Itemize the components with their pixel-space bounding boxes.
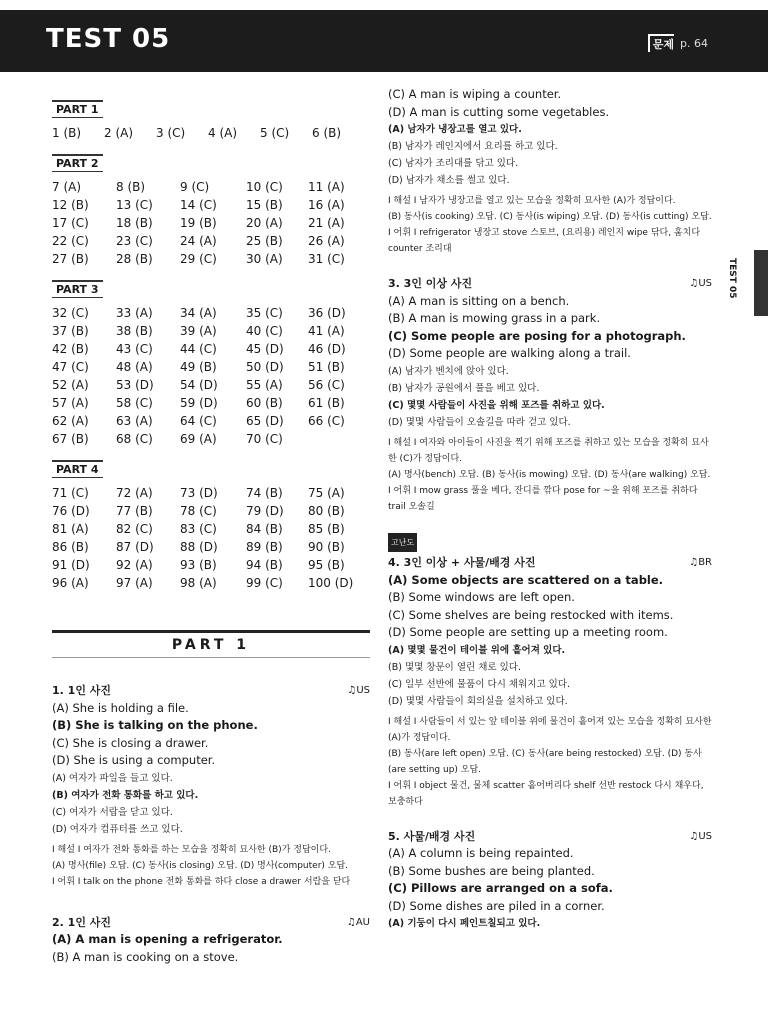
answer-item: 42 (B): [52, 342, 89, 356]
translation: (B) 남자가 공원에서 풀을 베고 있다.: [388, 382, 540, 394]
answer-item: 11 (A): [308, 180, 345, 194]
answer-item: 16 (A): [308, 198, 345, 212]
answer-item: 49 (B): [180, 360, 217, 374]
translation: (A) 여자가 파일을 들고 있다.: [52, 772, 173, 784]
answer-item: 5 (C): [260, 126, 290, 140]
answer-item: 13 (C): [116, 198, 153, 212]
question-5: [388, 828, 712, 933]
accent-label: ♫AU: [346, 916, 370, 928]
answer-item: 32 (C): [52, 306, 89, 320]
option: (D) Some people are setting up a meeting room.: [388, 625, 668, 639]
answer-item: 93 (B): [180, 558, 217, 572]
answer-item: 20 (A): [246, 216, 283, 230]
answer-item: 89 (B): [246, 540, 283, 554]
explanation: I 해설 I 사람들이 서 있는 앞 테이블 위에 물건이 흩어져 있는 모습을 정확히 묘사한 (A)가 정답이다.: [388, 716, 712, 743]
answer-item: 68 (C): [116, 432, 153, 446]
left-column: [52, 92, 370, 966]
question-2: [52, 914, 370, 967]
side-tab-label: TEST 05: [727, 258, 737, 299]
translation-correct: (A) 남자가 냉장고를 열고 있다.: [388, 124, 522, 135]
answer-item: 6 (B): [312, 126, 342, 140]
answer-item: 31 (C): [308, 252, 345, 266]
answer-item: 21 (A): [308, 216, 345, 230]
answer-item: 50 (D): [246, 360, 284, 374]
option: (D) A man is cutting some vegetables.: [388, 104, 610, 119]
answer-item: 37 (B): [52, 324, 89, 338]
part3-answer-grid: [52, 306, 370, 446]
answer-item: 29 (C): [180, 252, 217, 266]
answer-item: 12 (B): [52, 198, 89, 212]
answer-item: 41 (A): [308, 324, 345, 338]
explanation: I 해설 I 남자가 냉장고를 열고 있는 모습을 정확히 묘사한 (A)가 정답이다.: [388, 196, 676, 206]
part1-answer-grid: [52, 126, 370, 140]
translation: (D) 몇몇 사람들이 회의실을 설치하고 있다.: [388, 695, 568, 707]
answer-item: 46 (D): [308, 342, 346, 356]
option: (A) A man is sitting on a bench.: [388, 293, 570, 308]
answer-item: 9 (C): [180, 180, 210, 194]
answer-item: 36 (D): [308, 306, 346, 320]
answer-item: 8 (B): [116, 180, 146, 194]
answer-item: 39 (A): [180, 324, 217, 338]
translation: (C) 남자가 조리대를 닦고 있다.: [388, 158, 519, 169]
answer-item: 53 (D): [116, 378, 154, 392]
answer-item: 97 (A): [116, 576, 153, 590]
answer-item: 79 (D): [246, 504, 284, 518]
page-header: [0, 10, 768, 72]
answer-item: 100 (D): [308, 576, 354, 590]
answer-item: 56 (C): [308, 378, 345, 392]
answer-item: 22 (C): [52, 234, 89, 248]
option: (A) She is holding a file.: [52, 700, 189, 715]
vocabulary: I 어휘 I refrigerator 냉장고 stove 스토브, (요리용) 레인지 wipe 닦다, 훔치다 counter 조리대: [388, 228, 701, 254]
answer-item: 27 (B): [52, 252, 89, 266]
answer-item: 18 (B): [116, 216, 153, 230]
explanation: I 해설 I 여자가 전화 통화를 하는 모습을 정확히 묘사한 (B)가 정답이다.: [52, 844, 331, 855]
answer-item: 85 (B): [308, 522, 345, 536]
option-correct: (A) Some objects are scattered on a table.: [388, 572, 664, 587]
answer-item: 57 (A): [52, 396, 89, 410]
ref-page: p. 64: [680, 36, 708, 50]
part1-heading: PART 1: [52, 100, 103, 118]
answer-item: 88 (D): [180, 540, 218, 554]
answer-item: 72 (A): [116, 486, 153, 500]
answer-item: 19 (B): [180, 216, 217, 230]
answer-item: 76 (D): [52, 504, 90, 518]
part4-heading: PART 4: [52, 460, 103, 478]
translation-correct: (B) 여자가 전화 통화를 하고 있다.: [52, 789, 199, 801]
answer-item: 24 (A): [180, 234, 217, 248]
answer-item: 77 (B): [116, 504, 153, 518]
answer-item: 73 (D): [180, 486, 218, 500]
answer-item: 70 (C): [246, 432, 283, 446]
answer-item: 96 (A): [52, 576, 89, 590]
answer-item: 99 (C): [246, 576, 283, 590]
answer-item: 55 (A): [246, 378, 283, 392]
option: (D) Some dishes are piled in a corner.: [388, 898, 605, 913]
answer-item: 23 (C): [116, 234, 153, 248]
answer-item: 4 (A): [208, 126, 238, 140]
option-correct: (C) Some people are posing for a photograph.: [388, 328, 686, 343]
translation: (D) 여자가 컴퓨터를 쓰고 있다.: [52, 823, 183, 835]
answer-item: 84 (B): [246, 522, 283, 536]
answer-item: 94 (B): [246, 558, 283, 572]
answer-item: 64 (C): [180, 414, 217, 428]
test-title: TEST 05: [46, 24, 171, 54]
option: (C) Some shelves are being restocked with items.: [388, 607, 674, 622]
distractor-notes: (B) 동사(is cooking) 오답. (C) 동사(is wiping) 오답. (D) 동사(is cutting) 오답.: [388, 212, 712, 222]
answer-item: 98 (A): [180, 576, 217, 590]
question-title: 2. 1인 사진: [52, 915, 112, 929]
question-page-ref: [648, 34, 708, 52]
question-3: [388, 275, 712, 515]
part2-heading: PART 2: [52, 154, 103, 172]
part-banner: PART 1: [52, 630, 370, 658]
answer-item: 86 (B): [52, 540, 89, 554]
answer-item: 51 (B): [308, 360, 345, 374]
answer-item: 40 (C): [246, 324, 283, 338]
answer-item: 14 (C): [180, 198, 217, 212]
translation: (C) 여자가 서랍을 닫고 있다.: [52, 806, 173, 818]
translation: (D) 남자가 채소를 썰고 있다.: [388, 175, 510, 186]
accent-label: ♫US: [347, 685, 370, 696]
answer-item: 30 (A): [246, 252, 283, 266]
answer-item: 71 (C): [52, 486, 89, 500]
translation: (C) 일부 선반에 물품이 다시 채워지고 있다.: [388, 678, 571, 690]
part2-answer-grid: [52, 180, 370, 266]
option: (B) A man is mowing grass in a park.: [388, 311, 601, 325]
answer-item: 78 (C): [180, 504, 217, 518]
answer-item: 67 (B): [52, 432, 89, 446]
answer-item: 91 (D): [52, 558, 90, 572]
accent-label: ♫BR: [689, 557, 712, 568]
answer-item: 87 (D): [116, 540, 154, 554]
translation: (A) 남자가 벤치에 앉아 있다.: [388, 365, 509, 377]
answer-item: 62 (A): [52, 414, 89, 428]
answer-item: 74 (B): [246, 486, 283, 500]
answer-item: 58 (C): [116, 396, 153, 410]
distractor-notes: (A) 명사(bench) 오답. (B) 동사(is mowing) 오답. (D) 동사(are walking) 오답.: [388, 469, 711, 480]
option: (B) Some windows are left open.: [388, 590, 575, 604]
question-4: [388, 533, 712, 810]
answer-item: 80 (B): [308, 504, 345, 518]
translation-correct: (A) 몇몇 물건이 테이블 위에 흩어져 있다.: [388, 644, 566, 656]
explanation: I 해설 I 여자와 아이들이 사진을 찍기 위해 포즈를 취하고 있는 모습을 정확히 묘사한 (C)가 정답이다.: [388, 437, 709, 464]
translation: (B) 몇몇 창문이 열린 채로 있다.: [388, 661, 521, 673]
answer-item: 95 (B): [308, 558, 345, 572]
ref-tag: 문제: [648, 34, 674, 52]
option-correct: (B) She is talking on the phone.: [52, 718, 258, 732]
translation: (A) 기둥이 다시 페인트칠되고 있다.: [388, 918, 541, 929]
answer-item: 65 (D): [246, 414, 284, 428]
translation: (D) 몇몇 사람들이 오솔길을 따라 걷고 있다.: [388, 416, 571, 428]
distractor-notes: (A) 명사(file) 오답. (C) 동사(is closing) 오답. (D) 명사(computer) 오답.: [52, 860, 349, 871]
option: (D) Some people are walking along a trail.: [388, 346, 631, 360]
vocabulary: I 어휘 I object 물건, 물체 scatter 흩어버리다 shelf 선반 restock 다시 채우다, 보충하다: [388, 780, 704, 807]
difficulty-badge: 고난도: [388, 533, 417, 553]
answer-item: 60 (B): [246, 396, 283, 410]
answer-item: 7 (A): [52, 180, 82, 194]
answer-item: 83 (C): [180, 522, 217, 536]
part3-heading: PART 3: [52, 280, 103, 298]
option-correct: (C) Pillows are arranged on a sofa.: [388, 881, 613, 895]
answer-item: 43 (C): [116, 342, 153, 356]
option: (C) She is closing a drawer.: [52, 735, 209, 750]
answer-item: 66 (C): [308, 414, 345, 428]
answer-item: 25 (B): [246, 234, 283, 248]
answer-item: 38 (B): [116, 324, 153, 338]
answer-item: 33 (A): [116, 306, 153, 320]
answer-item: 59 (D): [180, 396, 218, 410]
answer-item: 54 (D): [180, 378, 218, 392]
option: (A) A column is being repainted.: [388, 846, 574, 860]
accent-label: ♫US: [689, 278, 712, 289]
distractor-notes: (B) 동사(are left open) 오답. (C) 동사(are being restocked) 오답. (D) 동사(are setting up) 오답.: [388, 748, 702, 775]
answer-item: 35 (C): [246, 306, 283, 320]
option: (C) A man is wiping a counter.: [388, 87, 562, 101]
option: (D) She is using a computer.: [52, 753, 216, 767]
right-column: [388, 86, 712, 932]
translation: (B) 남자가 레인지에서 요리를 하고 있다.: [388, 141, 558, 152]
question-title: 1. 1인 사진: [52, 684, 112, 697]
question-title: 3. 3인 이상 사진: [388, 277, 473, 290]
answer-item: 1 (B): [52, 126, 82, 140]
question-1: [52, 682, 370, 890]
answer-item: 44 (C): [180, 342, 217, 356]
answer-item: 61 (B): [308, 396, 345, 410]
option-correct: (A) A man is opening a refrigerator.: [52, 932, 283, 946]
answer-item: 10 (C): [246, 180, 283, 194]
question-2-continued: [388, 86, 712, 257]
vocabulary: I 어휘 I talk on the phone 전화 통화를 하다 close a drawer 서랍을 닫다: [52, 876, 351, 887]
part4-answer-grid: [52, 486, 370, 590]
side-tab-marker: [754, 250, 768, 316]
answer-item: 63 (A): [116, 414, 153, 428]
answer-item: 69 (A): [180, 432, 217, 446]
answer-item: 48 (A): [116, 360, 153, 374]
answer-item: 90 (B): [308, 540, 345, 554]
vocabulary: I 어휘 I mow grass 풀을 베다, 잔디를 깎다 pose for ~을 위해 포즈를 취하다 trail 오솔길: [388, 485, 698, 512]
question-title: 4. 3인 이상 + 사물/배경 사진: [388, 556, 536, 569]
answer-item: 47 (C): [52, 360, 89, 374]
question-title: 5. 사물/배경 사진: [388, 829, 476, 843]
answer-item: 15 (B): [246, 198, 283, 212]
answer-item: 52 (A): [52, 378, 89, 392]
answer-item: 3 (C): [156, 126, 186, 140]
answer-item: 81 (A): [52, 522, 89, 536]
answer-item: 28 (B): [116, 252, 153, 266]
answer-item: 34 (A): [180, 306, 217, 320]
answer-item: 2 (A): [104, 126, 134, 140]
translation-correct: (C) 몇몇 사람들이 사진을 위해 포즈를 취하고 있다.: [388, 399, 605, 411]
option: (B) A man is cooking on a stove.: [52, 949, 239, 964]
accent-label: ♫US: [689, 830, 712, 842]
option: (B) Some bushes are being planted.: [388, 863, 595, 878]
answer-item: 45 (D): [246, 342, 284, 356]
answer-item: 75 (A): [308, 486, 345, 500]
answer-item: 82 (C): [116, 522, 153, 536]
answer-item: 92 (A): [116, 558, 153, 572]
answer-item: 17 (C): [52, 216, 89, 230]
answer-item: 26 (A): [308, 234, 345, 248]
